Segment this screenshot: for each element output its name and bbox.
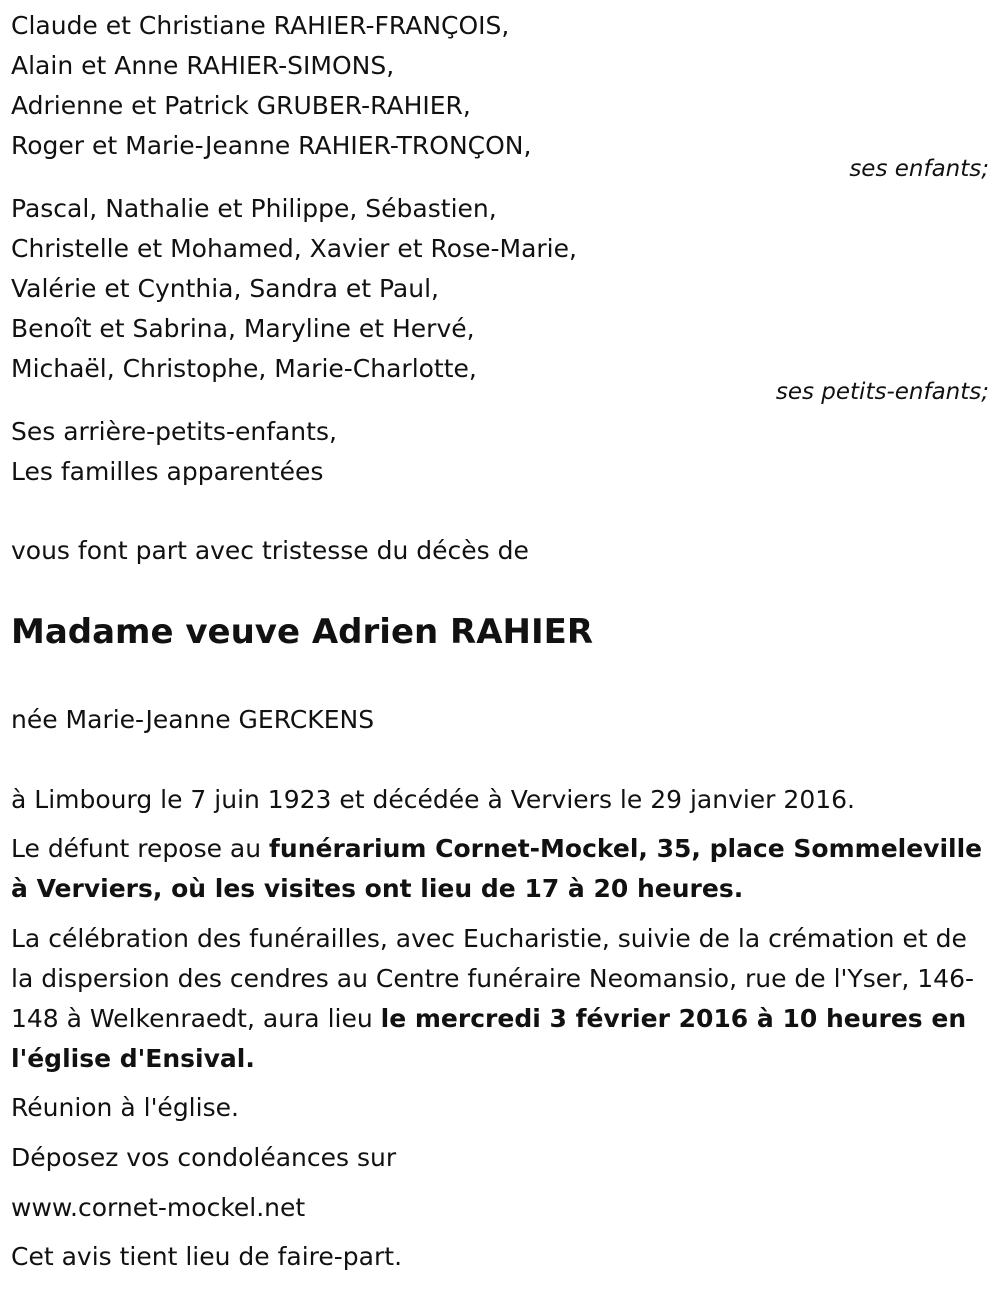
faire-part-notice: Cet avis tient lieu de faire-part. — [11, 1242, 403, 1271]
deceased-name: Madame veuve Adrien RAHIER — [11, 612, 594, 652]
relative-line: Ses arrière-petits-enfants, — [11, 417, 337, 446]
repose-location: funérarium Cornet-Mockel, 35, place Sommeleville à Verviers, où les visites ont lieu de 17 à 20 heures. — [11, 834, 983, 903]
repose-prefix: Le défunt repose au — [11, 834, 270, 863]
ceremony-date-place: le mercredi 3 février 2016 à 10 heures en l'église d'Ensival. — [11, 1004, 967, 1073]
children-role: ses enfants; — [849, 156, 989, 182]
child-line: Roger et Marie-Jeanne RAHIER-TRONÇON, — [11, 131, 532, 160]
birth-death-info: à Limbourg le 7 juin 1923 et décédée à Verviers le 29 janvier 2016. — [11, 785, 855, 814]
children-list — [11, 6, 989, 166]
other-relatives — [11, 412, 989, 492]
ceremony-prefix: La célébration des funérailles, avec Eucharistie, suivie de la crémation et de la dispersion des cendres au Centre funéraire Neomansio, rue de l'Yser, 146-148 à Welkenraedt, aura lieu — [11, 924, 975, 1033]
grandchild-line: Michaël, Christophe, Marie-Charlotte, — [11, 354, 477, 383]
reunion-info: Réunion à l'église. — [11, 1093, 239, 1122]
grandchild-line: Valérie et Cynthia, Sandra et Paul, — [11, 274, 439, 303]
child-line: Adrienne et Patrick GRUBER-RAHIER, — [11, 91, 471, 120]
maiden-name: née Marie-Jeanne GERCKENS — [11, 705, 375, 734]
child-line: Claude et Christiane RAHIER-FRANÇOIS, — [11, 11, 510, 40]
grandchild-line: Benoît et Sabrina, Maryline et Hervé, — [11, 314, 475, 343]
condolences-text: Déposez vos condoléances sur — [11, 1143, 397, 1172]
grandchildren-list — [11, 189, 989, 389]
grandchild-line: Pascal, Nathalie et Philippe, Sébastien, — [11, 194, 497, 223]
announcement: vous font part avec tristesse du décès de — [11, 536, 529, 565]
grandchild-line: Christelle et Mohamed, Xavier et Rose-Marie, — [11, 234, 577, 263]
condolences-url[interactable]: www.cornet-mockel.net — [11, 1193, 306, 1222]
relative-line: Les familles apparentées — [11, 457, 324, 486]
repose-info — [11, 829, 989, 909]
ceremony-info — [11, 919, 989, 1079]
grandchildren-role: ses petits-enfants; — [775, 379, 989, 405]
child-line: Alain et Anne RAHIER-SIMONS, — [11, 51, 395, 80]
